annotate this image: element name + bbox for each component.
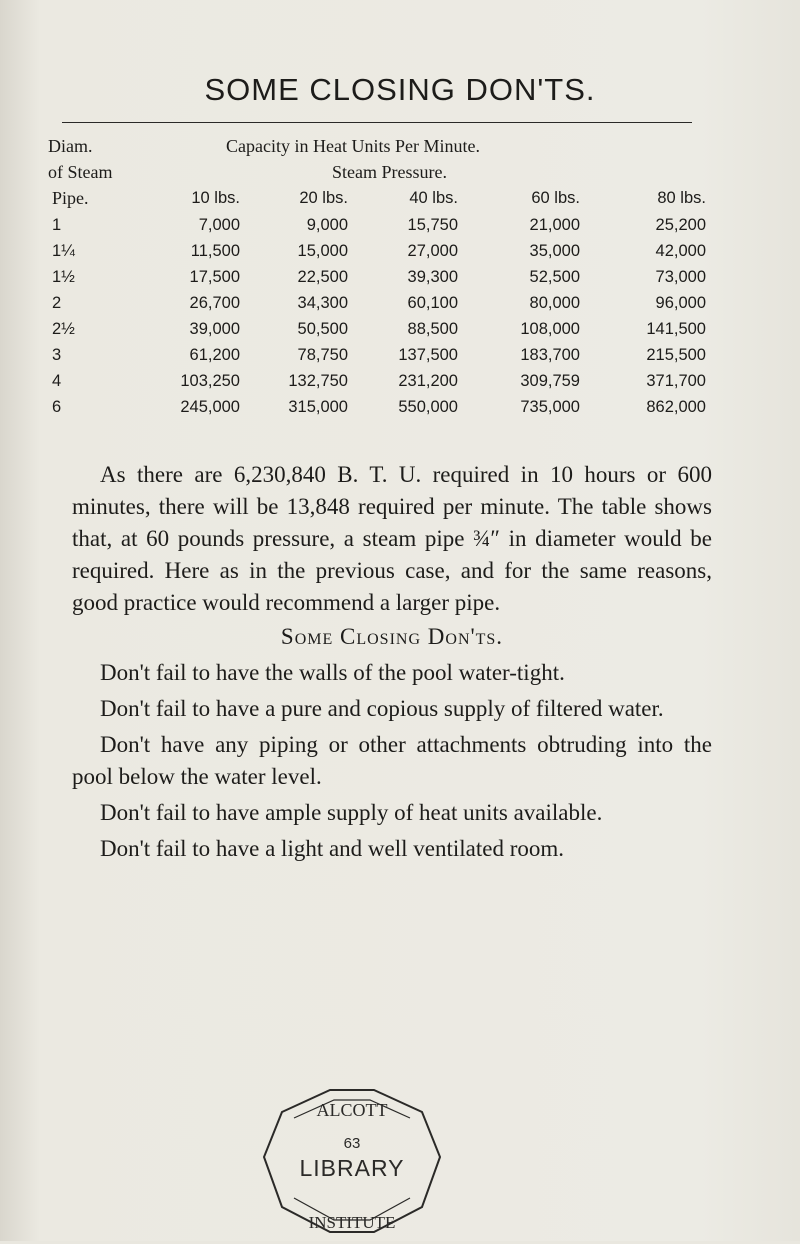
value-cell: 15,750 (407, 216, 458, 234)
value-cell: 735,000 (520, 398, 580, 416)
value-cell: 137,500 (398, 346, 458, 364)
stamp-number: 63 (343, 1135, 361, 1152)
diam-cell: 1½ (52, 268, 75, 286)
pressure-header-40: 40 lbs. (409, 189, 458, 207)
diam-cell: 2 (52, 294, 62, 312)
stamp-middle-text: LIBRARY (299, 1155, 405, 1181)
diam-cell: 3 (52, 346, 62, 364)
value-cell: 215,500 (646, 346, 706, 364)
value-cell: 862,000 (646, 398, 706, 416)
value-cell: 17,500 (189, 268, 240, 286)
value-cell: 7,000 (198, 216, 240, 234)
value-cell: 27,000 (407, 242, 458, 260)
steam-pressure-header: Steam Pressure. (332, 162, 447, 182)
dont-item: Don't fail to have the walls of the pool water-tight. (100, 660, 565, 685)
value-cell: 25,200 (655, 216, 706, 234)
dont-item: Don't fail to have ample supply of heat units available. (100, 800, 603, 825)
diam-cell: 4 (52, 372, 62, 390)
value-cell: 315,000 (288, 398, 348, 416)
header-rule (62, 122, 692, 123)
value-cell: 15,000 (297, 242, 348, 260)
value-cell: 245,000 (180, 398, 240, 416)
diam-cell: 1 (52, 216, 62, 234)
value-cell: 132,750 (288, 372, 348, 390)
value-cell: 52,500 (529, 268, 580, 286)
diam-cell: 2½ (52, 320, 75, 338)
value-cell: 103,250 (180, 372, 240, 390)
library-stamp (252, 1082, 452, 1244)
section-title: Some Closing Don'ts. (280, 624, 504, 649)
stamp-bottom-text: INSTITUTE (308, 1213, 396, 1232)
pressure-header-20: 20 lbs. (299, 189, 348, 207)
value-cell: 309,759 (520, 372, 580, 390)
value-cell: 34,300 (297, 294, 348, 312)
value-cell: 96,000 (655, 294, 706, 312)
value-cell: 22,500 (297, 268, 348, 286)
dont-item: Don't fail to have a light and well ventilated room. (100, 836, 565, 861)
value-cell: 108,000 (520, 320, 580, 338)
value-cell: 88,500 (407, 320, 458, 338)
value-cell: 550,000 (398, 398, 458, 416)
value-cell: 9,000 (306, 216, 348, 234)
value-cell: 35,000 (529, 242, 580, 260)
value-cell: 141,500 (646, 320, 706, 338)
pressure-header-10: 10 lbs. (191, 189, 240, 207)
value-cell: 231,200 (398, 372, 458, 390)
diam-cell: 1¼ (52, 242, 75, 260)
dont-item: Don't fail to have a pure and copious supply of filtered water. (100, 696, 664, 721)
value-cell: 42,000 (655, 242, 706, 260)
body-text (72, 459, 712, 865)
value-cell: 73,000 (655, 268, 706, 286)
value-cell: 61,200 (189, 346, 240, 364)
running-head: SOME CLOSING DON'TS. (204, 72, 596, 107)
value-cell: 80,000 (529, 294, 580, 312)
capacity-span-header: Capacity in Heat Units Per Minute. (226, 136, 480, 156)
value-cell: 60,100 (407, 294, 458, 312)
value-cell: 11,500 (190, 242, 240, 260)
col-diam-header-line2: of Steam (48, 162, 113, 182)
value-cell: 78,750 (297, 346, 348, 364)
paragraph: As there are 6,230,840 B. T. U. required in 10 hours or 600 minutes, there will be 13,848 required per minute. The table shows that, at 60 pounds pressure, a steam pipe ¾″ in diameter would be required. Here as in the previous case, and for the same reasons, good practice would recommend a larger pipe. (72, 462, 712, 615)
value-cell: 50,500 (297, 320, 348, 338)
col-diam-header-line3: Pipe. (52, 188, 89, 208)
pressure-header-60: 60 lbs. (531, 189, 580, 207)
value-cell: 39,000 (189, 320, 240, 338)
value-cell: 183,700 (520, 346, 580, 364)
diam-cell: 6 (52, 398, 62, 416)
pressure-header-80: 80 lbs. (657, 189, 706, 207)
value-cell: 39,300 (407, 268, 458, 286)
value-cell: 21,000 (529, 216, 580, 234)
stamp-top-text: ALCOTT (316, 1100, 388, 1120)
value-cell: 371,700 (646, 372, 706, 390)
dont-item: Don't have any piping or other attachments obtruding into the pool below the water level. (72, 732, 712, 789)
value-cell: 26,700 (189, 294, 240, 312)
col-diam-header-line1: Diam. (48, 136, 93, 156)
